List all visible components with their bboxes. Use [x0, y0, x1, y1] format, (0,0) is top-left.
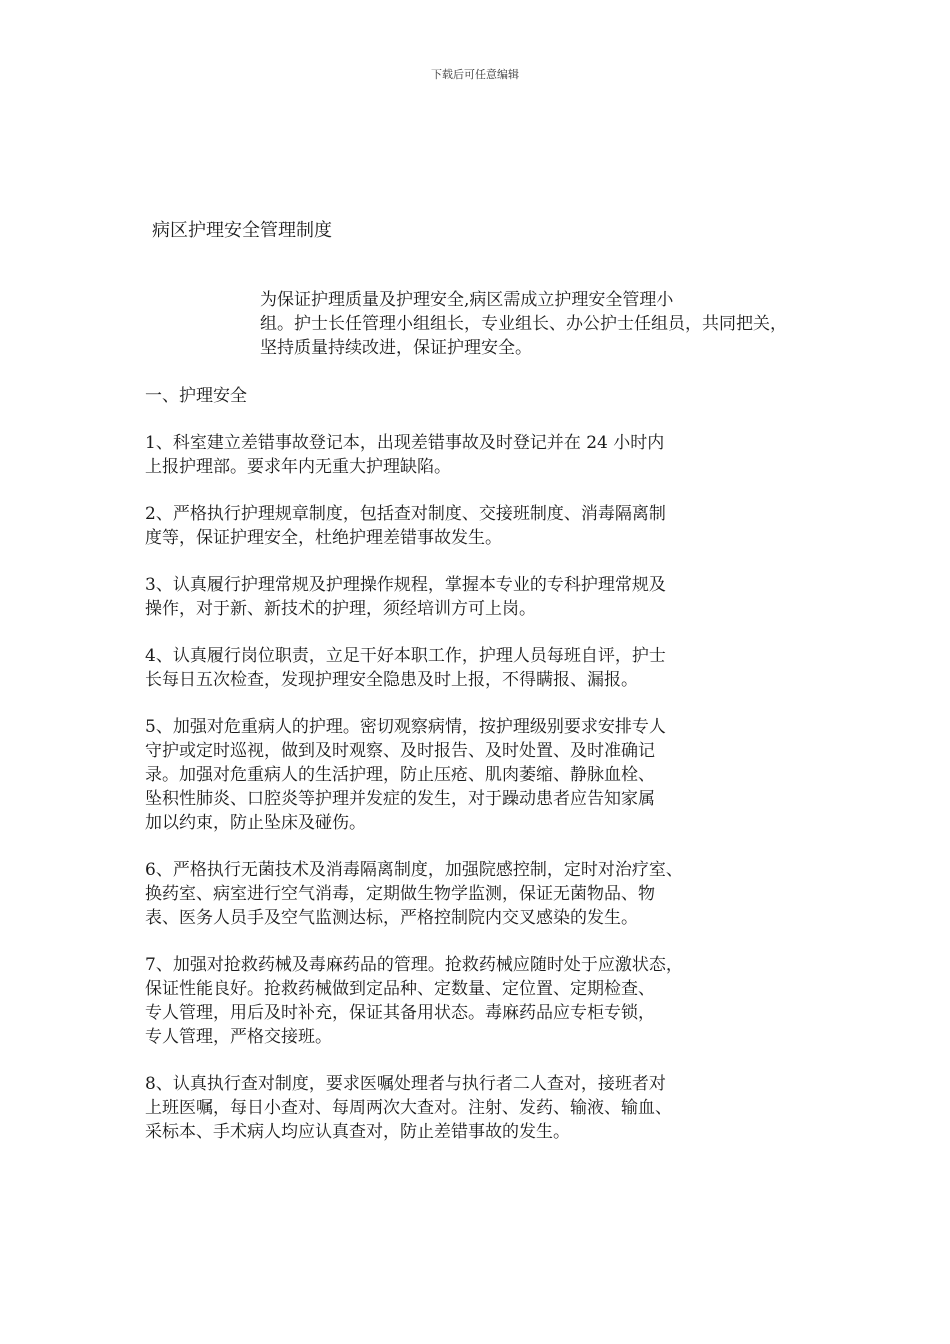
text-line: 为保证护理质量及护理安全,病区需成立护理安全管理小: [260, 290, 674, 310]
text-line: 操作，对于新、新技术的护理，须经培训方可上岗。: [145, 599, 536, 619]
paragraph-item-6: [145, 858, 830, 930]
paragraph-item-2: [145, 502, 830, 550]
text-line: 5、加强对危重病人的护理。密切观察病情，按护理级别要求安排专人: [145, 717, 666, 737]
text-line: 8、认真执行查对制度，要求医嘱处理者与执行者二人查对，接班者对: [145, 1074, 666, 1094]
paragraph-item-3: [145, 573, 830, 621]
header-note: 下载后可任意编辑: [431, 68, 519, 81]
paragraph-section-1: [145, 384, 830, 408]
paragraph-item-5: [145, 715, 830, 835]
text-line: 录。加强对危重病人的生活护理，防止压疮、肌肉萎缩、静脉血栓、: [145, 765, 655, 785]
page-title: 病区护理安全管理制度: [152, 220, 332, 241]
text-line: 4、认真履行岗位职责，立足干好本职工作，护理人员每班自评，护士: [145, 646, 666, 666]
text-line: 2、严格执行护理规章制度，包括查对制度、交接班制度、消毒隔离制: [145, 504, 666, 524]
document-body: [145, 288, 830, 1167]
paragraph-item-1: [145, 431, 830, 479]
text-line: 长每日五次检查，发现护理安全隐患及时上报，不得瞒报、漏报。: [145, 670, 638, 690]
paragraph-item-8: [145, 1072, 830, 1144]
paragraph-intro: [145, 288, 830, 360]
text-line: 专人管理，用后及时补充，保证其备用状态。毒麻药品应专柜专锁，: [145, 1003, 655, 1023]
text-line: 上报护理部。要求年内无重大护理缺陷。: [145, 457, 451, 477]
text-line: 加以约束，防止坠床及碰伤。: [145, 813, 366, 833]
paragraph-item-4: [145, 644, 830, 692]
paragraph-item-7: [145, 953, 830, 1049]
text-line: 度等，保证护理安全，杜绝护理差错事故发生。: [145, 528, 502, 548]
text-line: 表、医务人员手及空气监测达标，严格控制院内交叉感染的发生。: [145, 908, 638, 928]
text-line: 采标本、手术病人均应认真查对，防止差错事故的发生。: [145, 1122, 570, 1142]
text-line: 换药室、病室进行空气消毒，定期做生物学监测，保证无菌物品、物: [145, 884, 655, 904]
text-line: 上班医嘱，每日小查对、每周两次大查对。注射、发药、输液、输血、: [145, 1098, 672, 1118]
text-line: 专人管理，严格交接班。: [145, 1027, 332, 1047]
text-line: 坠积性肺炎、口腔炎等护理并发症的发生，对于躁动患者应告知家属: [145, 789, 655, 809]
text-line: 保证性能良好。抢救药械做到定品种、定数量、定位置、定期检查、: [145, 979, 655, 999]
text-line: 1、科室建立差错事故登记本，出现差错事故及时登记并在 24 小时内: [145, 433, 665, 453]
text-line: 组。护士长任管理小组组长，专业组长、办公护士任组员，共同把关，: [260, 314, 787, 334]
text-line: 坚持质量持续改进，保证护理安全。: [260, 338, 532, 358]
text-line: 7、加强对抢救药械及毒麻药品的管理。抢救药械应随时处于应激状态，: [145, 955, 683, 975]
text-line: 6、严格执行无菌技术及消毒隔离制度，加强院感控制，定时对治疗室、: [145, 860, 683, 880]
text-line: 守护或定时巡视，做到及时观察、及时报告、及时处置、及时准确记: [145, 741, 655, 761]
text-line: 一、护理安全: [145, 386, 247, 406]
text-line: 3、认真履行护理常规及护理操作规程，掌握本专业的专科护理常规及: [145, 575, 666, 595]
